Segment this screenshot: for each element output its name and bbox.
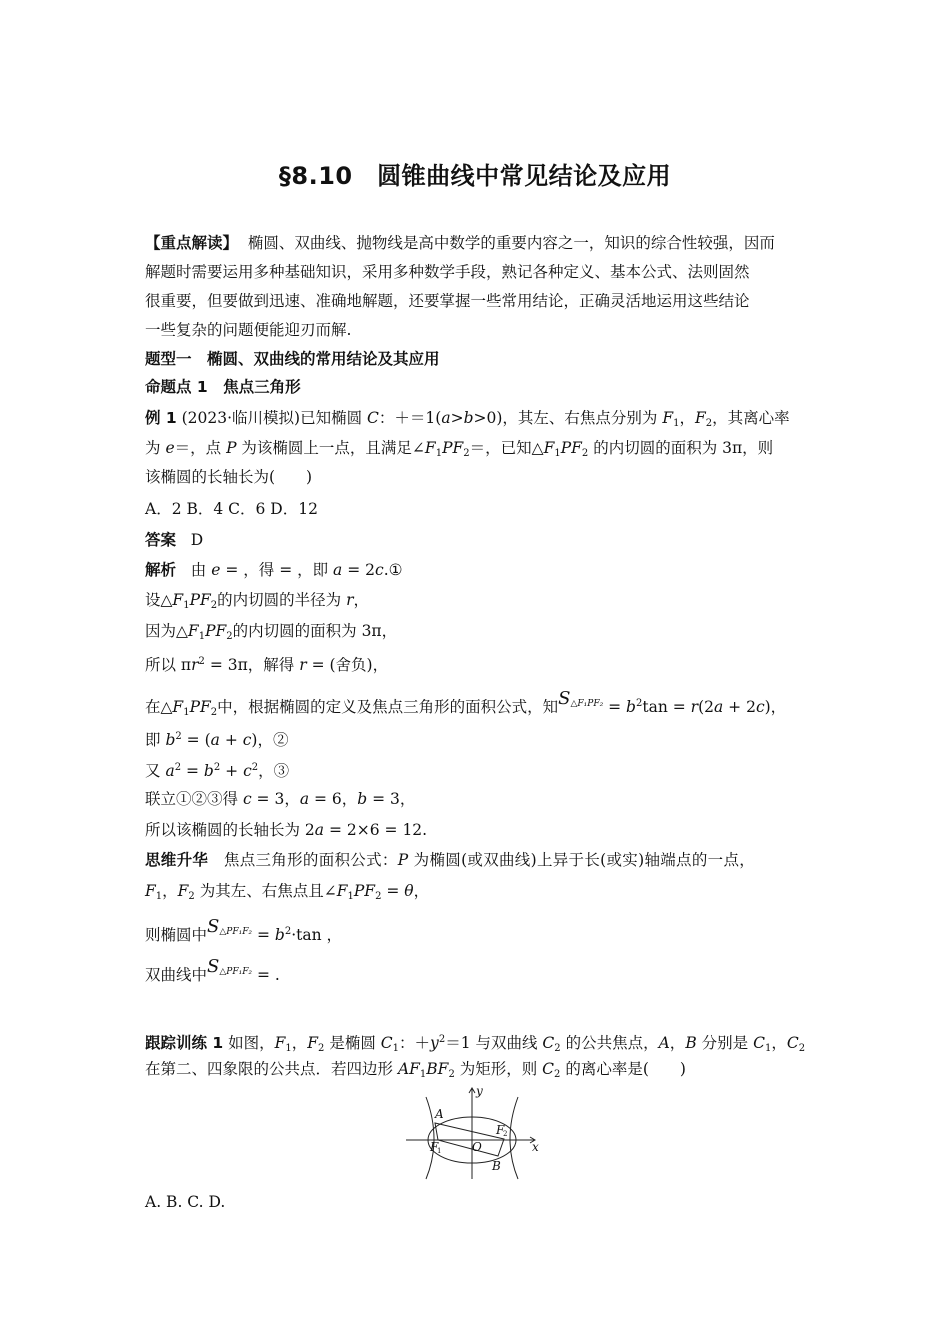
sublimation-line-1: 思维升华 焦点三角形的面积公式：P 为椭圆(或双曲线)上异于长(或实)轴端点的一点，	[145, 851, 756, 869]
practice-line-2: 在第二、四象限的公共点．若四边形 $AF_1BF_2$ 为矩形，则 $C_2$ 的离心率是( )	[145, 1060, 686, 1080]
solution-line-2: 设$\triangle F_1PF_2$的内切圆的半径为 r，	[145, 591, 370, 611]
sublimation-line-4: 双曲线中$S^{\triangle PF_1F_2}$ = .	[145, 956, 280, 984]
practice-options: A. B. C. D.	[145, 1193, 226, 1211]
intro-label: 【重点解读】	[145, 234, 239, 252]
solution-line-5: 在$\triangle F_1PF_2$中，根据椭圆的定义及焦点三角形的面积公式，知$S^{\triangle F_1PF_2} = b^2\tan = r(2a + 2c)$，	[145, 688, 787, 718]
intro-line-3: 很重要，但要做到迅速、准确地解题，还要掌握一些常用结论，正确灵活地运用这些结论	[145, 292, 750, 310]
label-y: y	[476, 1084, 483, 1098]
section-heading: 题型一 椭圆、双曲线的常用结论及其应用	[145, 350, 440, 368]
intro-line-1: 【重点解读】 椭圆、双曲线、抛物线是高中数学的重要内容之一，知识的综合性较强，因而	[145, 234, 775, 252]
label-x: x	[532, 1140, 539, 1154]
answer-line: 答案 D	[145, 531, 204, 549]
solution-line-9: 所以该椭圆的长轴长为 2a = 2×6 = 12.	[145, 821, 428, 839]
solution-line-1: 解析 由 e = ，得 = ，即 a = 2c.①	[145, 561, 403, 579]
solution-line-4: 所以 $\pi r^2 = 3\pi$，解得 r = (舍负)，	[145, 656, 389, 674]
ellipse-hyperbola-figure	[404, 1083, 544, 1181]
label-f2: F	[496, 1123, 505, 1137]
intro-line-4: 一些复杂的问题便能迎刃而解.	[145, 321, 352, 339]
solution-line-3: 因为$\triangle F_1PF_2$的内切圆的面积为 3π，	[145, 622, 398, 642]
hyperbola-left-branch	[426, 1097, 434, 1179]
solution-line-6: 即 $b^2 = (a + c)$，②	[145, 731, 289, 749]
label-o: O	[472, 1140, 482, 1154]
page-title: §8.10 圆锥曲线中常见结论及应用	[278, 162, 672, 190]
example-line-1: 例 1 (2023·临川模拟)已知椭圆 C：＋＝1(a>b>0)，其左、右焦点分别为 $F_1$，$F_2$，其离心率	[145, 409, 790, 429]
label-a: A	[435, 1107, 444, 1121]
example-line-3: 该椭圆的长轴长为( )	[145, 468, 313, 486]
solution-line-8: 联立①②③得 c = 3，a = 6，b = 3，	[145, 790, 416, 808]
solution-line-7: 又 $a^2 = b^2 + c^2$，③	[145, 762, 290, 780]
label-f1: F	[430, 1140, 439, 1154]
example-line-2: 为 e＝，点 P 为该椭圆上一点，且满足$\angle F_1PF_2=$，已知$\triangle F_1PF_2$ 的内切圆的面积为 3π，则	[145, 439, 774, 459]
example-options: A．2 B．4 C．6 D．12	[145, 500, 318, 518]
sublimation-line-3: 则椭圆中$S^{\triangle PF_1F_2} = b^2\cdot\tan$ ，	[145, 916, 343, 944]
hyperbola-right-branch	[510, 1097, 518, 1179]
topic-heading: 命题点 1 焦点三角形	[145, 378, 301, 396]
sublimation-line-2: $F_1$，$F_2$ 为其左、右焦点且$\angle F_1PF_2 = \theta$，	[145, 882, 430, 902]
label-f2-sub: 2	[503, 1130, 508, 1138]
label-b: B	[492, 1159, 501, 1173]
label-f1-sub: 1	[437, 1147, 442, 1155]
practice-line-1: 跟踪训练 1 如图，$F_1$，$F_2$ 是椭圆 $C_1$：$+y^2=1$ 与双曲线 $C_2$ 的公共焦点，A，B 分别是 $C_1$，$C_2$	[145, 1034, 806, 1054]
intro-line-2: 解题时需要运用多种基础知识，采用多种数学手段，熟记各种定义、基本公式、法则固然	[145, 263, 750, 281]
